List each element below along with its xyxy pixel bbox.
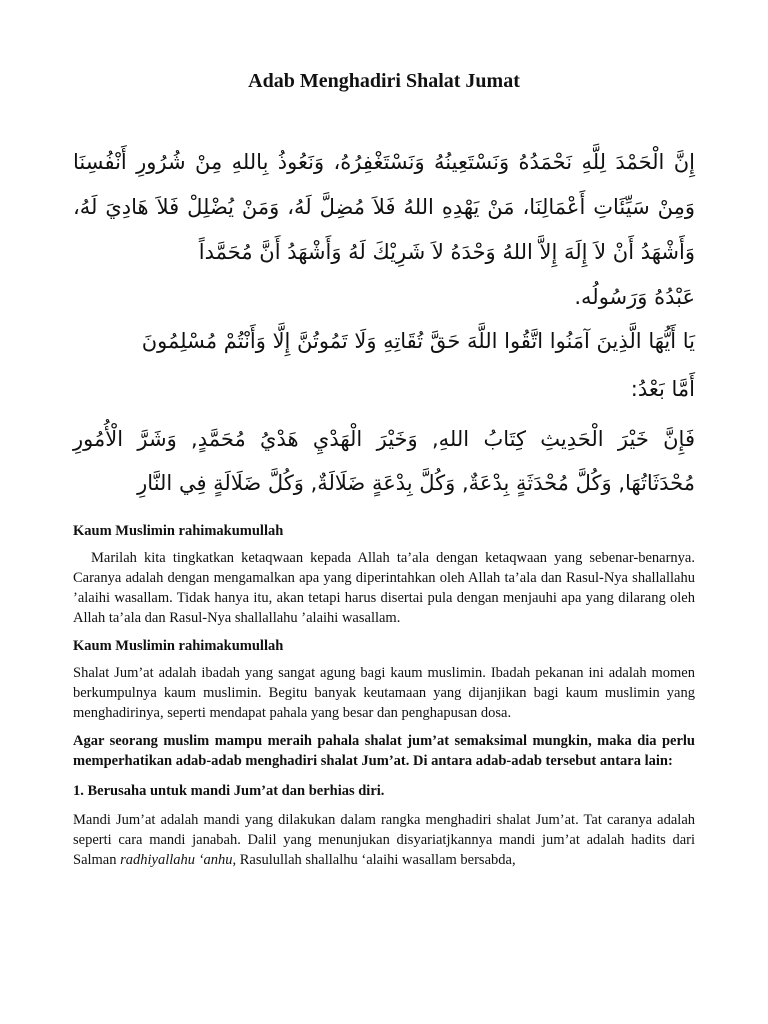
paragraph-shalat-jumat: Shalat Jum’at adalah ibadah yang sangat agung bagi kaum muslimin. Ibadah pekanan ini adalah momen berkumpulnya kaum muslimin. Begitu banyak keutamaan yang dijanjikan bagi kaum muslimin yang menghadirinya, seperti mendapat pahala yang besar dan penghapusan dosa. xyxy=(73,665,695,721)
arabic-hadith-text: فَإِنَّ خَيْرَ الْحَدِيثِ كِتَابُ اللهِ, وَخَيْرَ الْهَدْيِ هَدْيُ مُحَمَّدٍ, وَشَرَّ الْأُمُورِ مُحْدَثَاتُهَا, وَكُلَّ مُحْدَثَةٍ بِدْعَةٌ, وَكُلَّ بِدْعَةٍ ضَلَالَةٌ, وَكُلَّ ضَلَالَةٍ فِي النَّارِ xyxy=(73,427,695,495)
section-heading: Kaum Muslimin rahimakumullah xyxy=(73,638,284,654)
section-heading: Kaum Muslimin rahimakumullah xyxy=(73,523,284,539)
paragraph-adab-intro: Agar seorang muslim mampu meraih pahala shalat jum’at semaksimal mungkin, maka dia perlu memperhatikan adab-adab menghadiri shalat Jum’at. Di antara adab-adab tersebut antara lain: xyxy=(73,733,695,769)
italic-honorific: radhiyallahu ‘anhu xyxy=(120,852,233,868)
paragraph-text: Mandi Jum’at adalah mandi yang dilakukan dalam rangka menghadiri shalat Jum’at. Tat caranya adalah seperti cara mandi janabah. Dalil yang menunjukan disyariatjkannya mandi jum’at adalah hadits dari Salman xyxy=(73,812,695,868)
arabic-line-abduhu: عَبْدُهُ وَرَسُولُه. xyxy=(574,285,695,309)
paragraph-taqwa: Marilah kita tingkatkan ketaqwaan kepada Allah ta’ala dengan ketaqwaan yang sebenar-benarnya. Caranya adalah dengan mengamalkan apa yang diperintahkan oleh Allah ta’ala dan Rasul-Nya shallallahu ’alaihi wasallam. Tidak hanya itu, akan tetapi harus disertai pula dengan menjauhi apa yang dilarang oleh Allah ta’ala dan Rasul-Nya shallallahu ’alaihi wasallam. xyxy=(73,550,695,626)
arabic-opening-text: إِنَّ الْحَمْدَ لِلَّهِ نَحْمَدُهُ وَنَسْتَعِينُهُ وَنَسْتَغْفِرُهُ، وَنَعُوذُ بِاللهِ مِنْ شُرُورِ أَنْفُسِنَا وَمِنْ سَيِّئَاتِ أَعْمَالِنَا، مَنْ يَهْدِهِ اللهُ فَلاَ مُضِلَّ لَهُ، وَمَنْ يُضْلِلْ فَلاَ هَادِيَ لَهُ، وَأَشْهَدُ أَنْ لاَ إِلَهَ إِلاَّ اللهُ وَحْدَهُ لاَ شَرِيْكَ لَهُ وَأَشْهَدُ أَنَّ مُحَمَّداً xyxy=(73,150,695,264)
document-title: Adab Menghadiri Shalat Jumat xyxy=(248,70,520,92)
arabic-verse: يَا أَيُّهَا الَّذِينَ آمَنُوا اتَّقُوا اللَّهَ حَقَّ تُقَاتِهِ وَلَا تَمُوتُنَّ إِلَّا وَأَنْتُمْ مُسْلِمُونَ xyxy=(141,329,695,353)
list-item-heading: 1. Berusaha untuk mandi Jum’at dan berhias diri. xyxy=(73,783,385,799)
paragraph-text: , Rasulullah shallalhu ‘alaihi wasallam bersabda, xyxy=(232,852,516,868)
arabic-amma-badu: أَمَّا بَعْدُ: xyxy=(630,377,695,401)
paragraph-mandi-jumat xyxy=(73,810,695,870)
